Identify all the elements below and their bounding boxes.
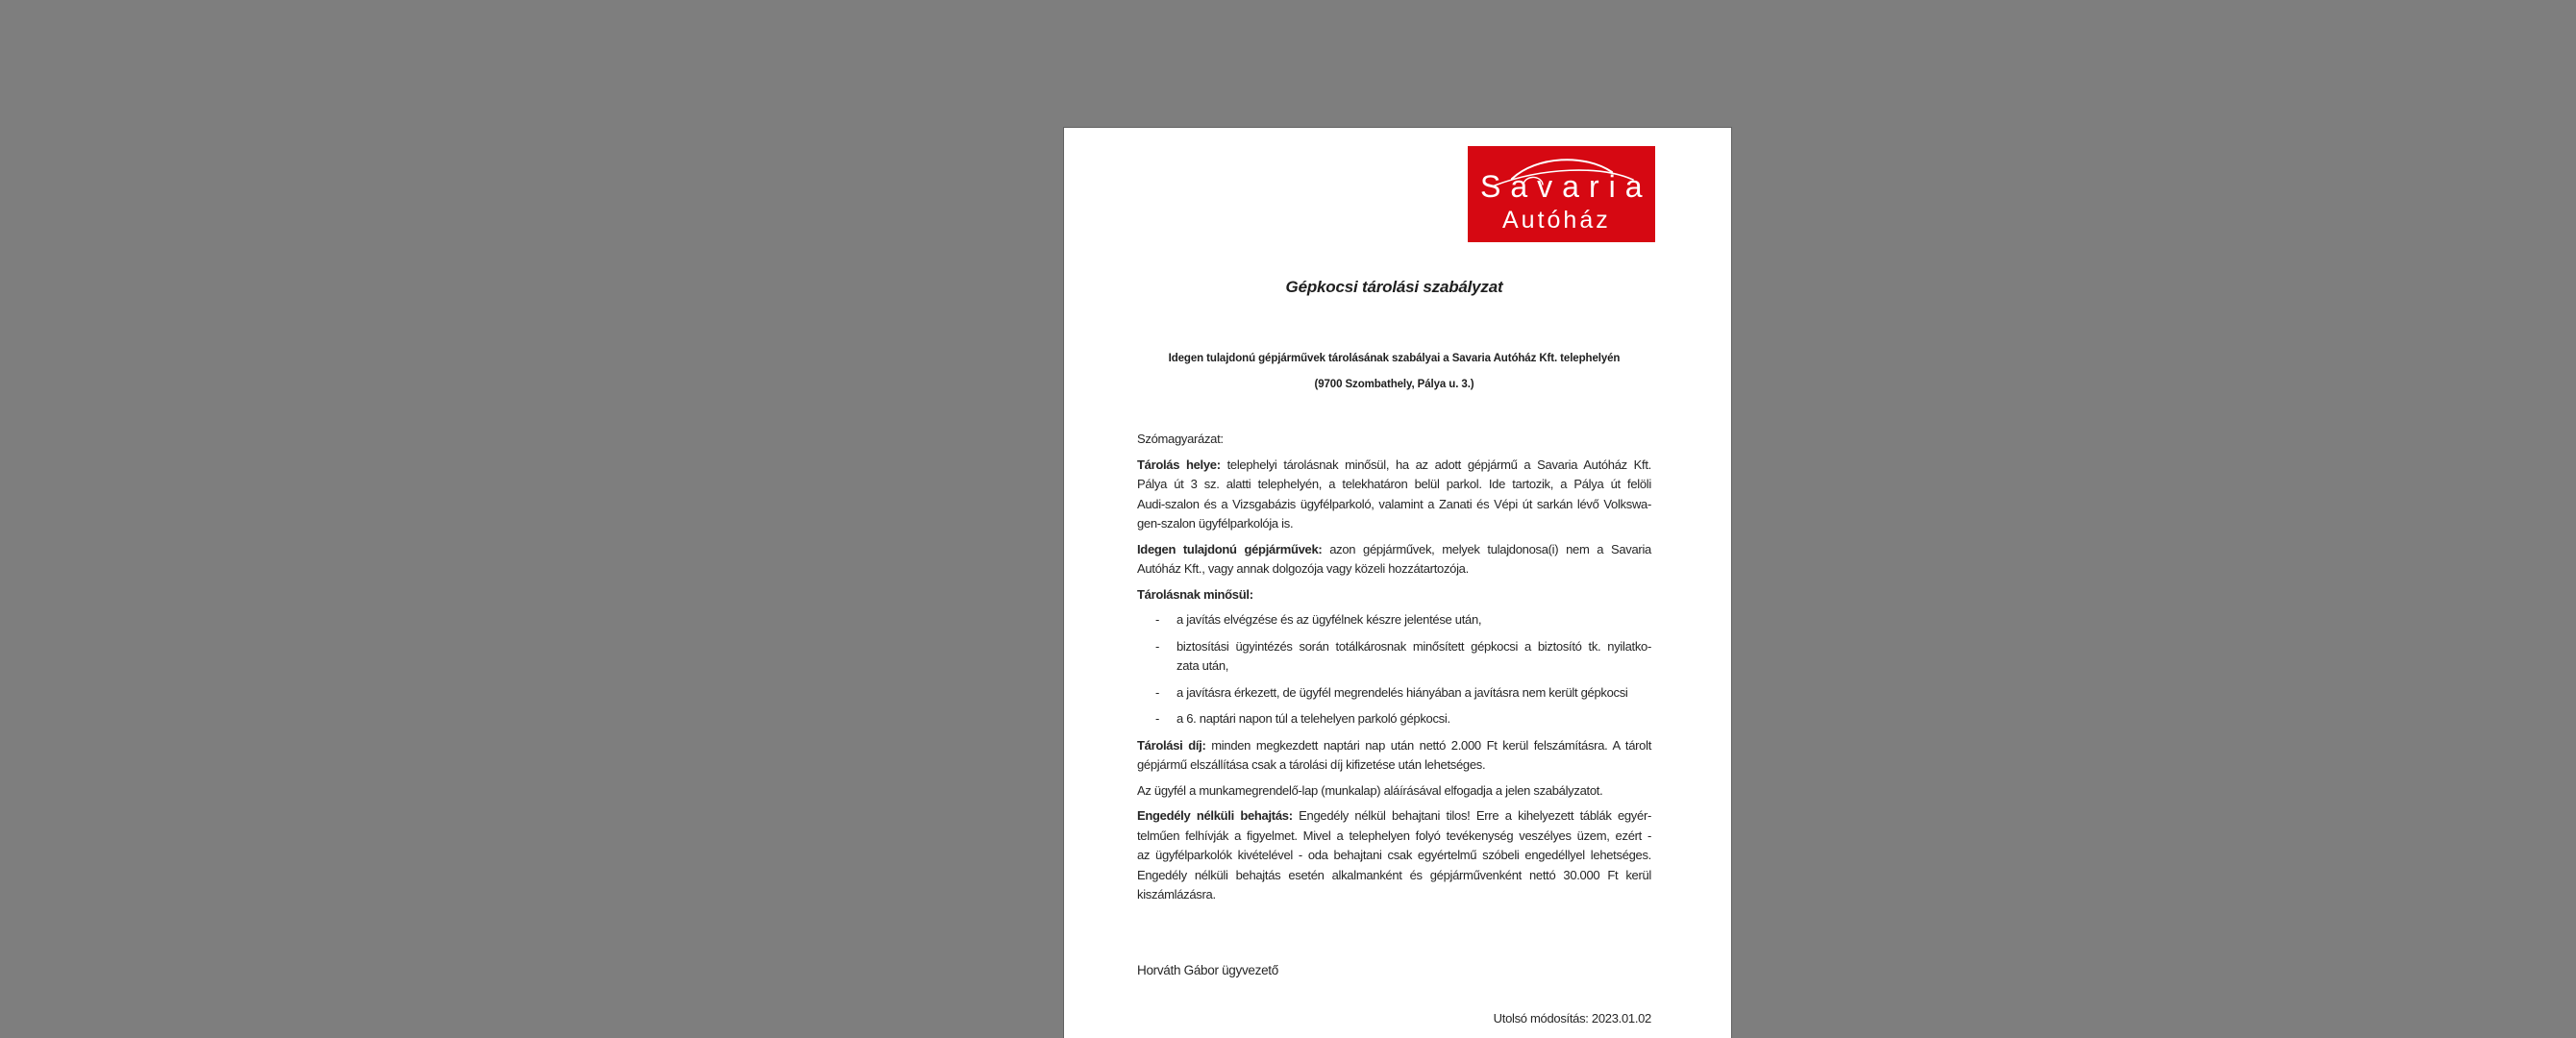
text-line: a javítás elvégzése és az ügyfélnek készre jelentése után, <box>1177 612 1482 627</box>
bullet-item <box>1137 610 1651 630</box>
document-subtitle-line1: Idegen tulajdonú gépjárművek tárolásának szabályai a Savaria Autóház Kft. telephelyén <box>1168 353 1621 364</box>
text-line: az ügyfélparkolók kivételével - oda behajtani csak egyértelmű szóbeli engedéllyel lehetséges. <box>1137 848 1651 862</box>
paragraph <box>1137 430 1651 450</box>
text-line: Autóház Kft., vagy annak dolgozója vagy közeli hozzátartozója. <box>1137 561 1469 576</box>
text-line: telműen felhívják a figyelmet. Mivel a telephelyen folyó tevékenység veszélyes üzem, ezért - <box>1137 828 1651 843</box>
text-line: Audi-szalon és a Vizsgabázis ügyfélparkoló, valamint a Zanati és Vépi út sarkán lévő Volkswa- <box>1137 496 1651 511</box>
text-line: Pálya út 3 sz. alatti telephelyén, a telekhatáron belül parkol. Ide tartozik, a Pálya út felöli <box>1137 477 1651 491</box>
text-line: Engedély nélküli behajtás esetén alkalmanként és gépjárművenként nettó 30.000 Ft kerül <box>1137 867 1651 882</box>
text-line: gen-szalon ügyfélparkolója is. <box>1137 516 1294 531</box>
text-line: a javításra érkezett, de ügyfél megrendelés hiányában a javításra nem került gépkocsi <box>1177 684 1628 700</box>
paragraph <box>1137 456 1651 534</box>
document-page <box>1064 128 1731 1038</box>
bullet-dash: - <box>1155 638 1160 654</box>
logo-word-savaria: Savaria <box>1480 169 1652 204</box>
text-line: Tárolásnak minősül: <box>1137 586 1253 602</box>
paragraph <box>1137 736 1651 776</box>
document-title: Gépkocsi tárolási szabályzat <box>1285 278 1503 296</box>
bullet-dash: - <box>1155 612 1160 627</box>
savaria-logo <box>1468 146 1655 242</box>
bullet-item <box>1137 683 1651 704</box>
bullet-item <box>1137 637 1651 677</box>
paragraph <box>1137 540 1651 580</box>
logo-word-autohaz: Autóház <box>1502 207 1611 234</box>
last-modified-note: Utolsó módosítás: 2023.01.02 <box>1493 1011 1651 1026</box>
document-subtitle-line2: (9700 Szombathely, Pálya u. 3.) <box>1314 379 1474 390</box>
text-line: a 6. naptári napon túl a telehelyen parkoló gépkocsi. <box>1177 711 1450 726</box>
text-line: Tárolás helye: telephelyi tárolásnak minősül, ha az adott gépjármű a Savaria Autóház Kft. <box>1137 457 1651 472</box>
bullet-dash: - <box>1155 711 1160 726</box>
paragraph <box>1137 585 1651 606</box>
savaria-logo-graphic <box>1468 146 1655 242</box>
text-line: gépjármű elszállítása csak a tárolási díj kifizetése után lehetséges. <box>1137 757 1486 772</box>
paragraph <box>1137 781 1651 802</box>
text-line: Tárolási díj: minden megkezdett naptári nap után nettó 2.000 Ft kerül felszámításra. A tárolt <box>1137 737 1652 753</box>
text-line: Idegen tulajdonú gépjárművek: azon gépjárművek, melyek tulajdonosa(i) nem a Savaria <box>1137 541 1651 556</box>
text-line: Szómagyarázat: <box>1137 432 1224 446</box>
text-line: Az ügyfél a munkamegrendelő-lap (munkalap) aláírásával elfogadja a jelen szabályzatot. <box>1137 782 1603 798</box>
text-line: Engedély nélküli behajtás: Engedély nélkül behajtani tilos! Erre a kihelyezett táblák egyér- <box>1137 808 1651 823</box>
text-line: biztosítási ügyintézés során totálkárosnak minősített gépkocsi a biztosító tk. nyilatko- <box>1177 638 1651 654</box>
bullet-item <box>1137 709 1651 729</box>
paragraph <box>1137 806 1651 905</box>
document-body <box>1137 428 1651 1029</box>
text-line: kiszámlázásra. <box>1137 887 1216 902</box>
text-line: zata után, <box>1177 658 1229 673</box>
bullet-dash: - <box>1155 684 1160 700</box>
signature-line: Horváth Gábor ügyvezető <box>1137 962 1278 977</box>
